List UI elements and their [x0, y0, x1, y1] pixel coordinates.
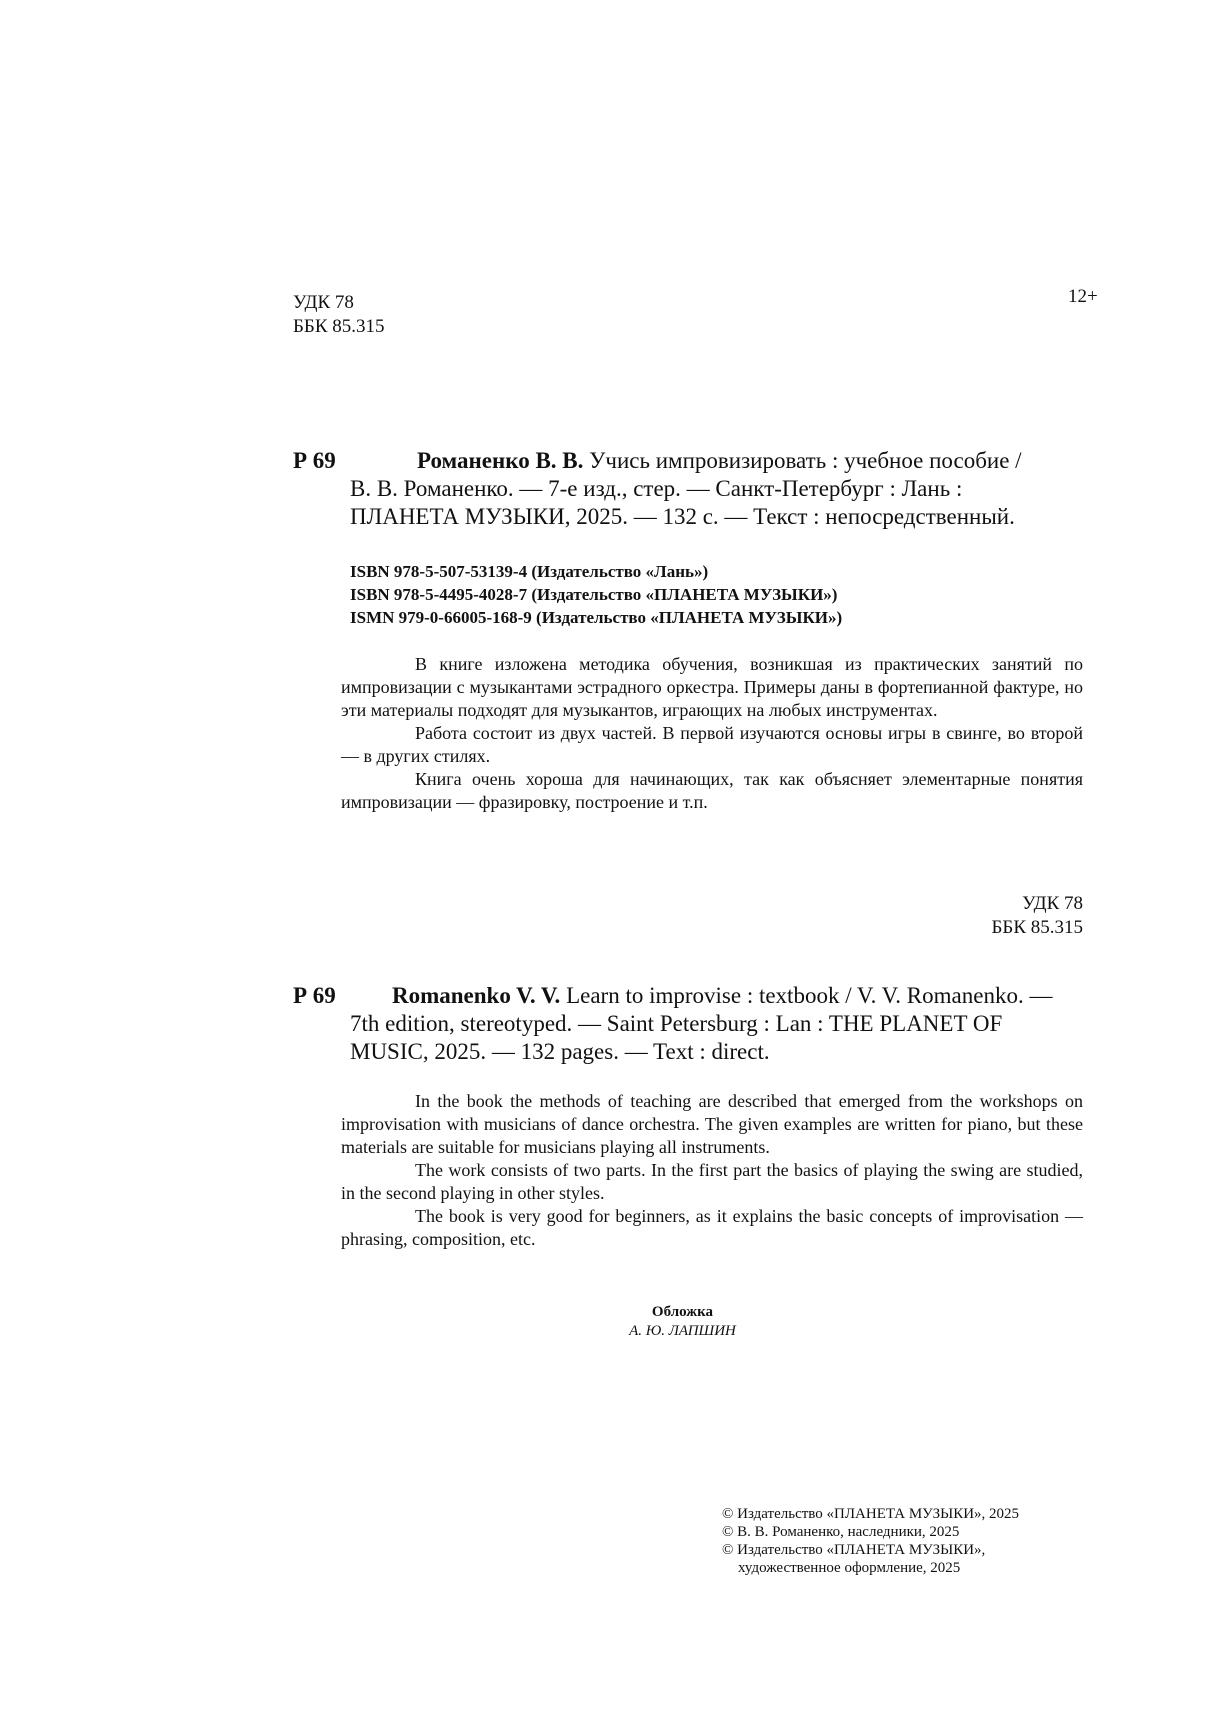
bbk-code-mid: ББК 85.315 — [991, 917, 1083, 938]
cover-label: Обложка — [651, 1304, 714, 1320]
abstract-ru-para-3: Книга очень хороша для начинающих, так как объясняет элементарные понятия импровизации — фразировку, построение и т.п. — [341, 769, 1083, 812]
bibliographic-entry-ru — [350, 447, 1083, 531]
abstract-ru-para-1: В книге изложена методика обучения, возникшая из практических занятий по импровизации с музыкантами эстрадного оркестра. Примеры даны в фортепианной фактуре, но эти материалы подходят для музыкантов, играющих на любых инструментах. — [341, 654, 1083, 720]
bib-line-2-en: 7th edition, stereotyped. — Saint Petersburg : Lan : THE PLANET OF — [350, 1011, 1003, 1036]
abstract-en — [341, 1090, 1083, 1251]
author-name-en: Romanenko V. V. — [392, 983, 561, 1008]
copyright-line-1: © Издательство «ПЛАНЕТА МУЗЫКИ», 2025 — [722, 1506, 1020, 1522]
isbn-lan: ISBN 978-5-507-53139-4 (Издательство «Лань») — [350, 562, 709, 581]
ismn-planet: ISMN 979-0-66005-168-9 (Издательство «ПЛАНЕТА МУЗЫКИ») — [350, 608, 843, 627]
bib-line-3-ru: ПЛАНЕТА МУЗЫКИ, 2025. — 132 с. — Текст : непосредственный. — [350, 504, 1015, 529]
abstract-ru — [341, 653, 1083, 814]
author-sign-ru: Р 69 — [293, 448, 336, 473]
title-ru: Учись импровизировать : учебное пособие / — [589, 448, 1022, 473]
copyright-block — [722, 1505, 1019, 1577]
copyright-line-3: © Издательство «ПЛАНЕТА МУЗЫКИ», — [722, 1542, 986, 1558]
copyright-line-4: художественное оформление, 2025 — [738, 1560, 961, 1576]
cover-credit — [560, 1303, 805, 1341]
cover-artist: А. Ю. ЛАПШИН — [629, 1323, 736, 1339]
abstract-en-para-2: The work consists of two parts. In the first part the basics of playing the swing are studied, in the second playing in other styles. — [341, 1160, 1083, 1203]
bibliographic-entry-en — [350, 982, 1083, 1066]
abstract-en-para-3: The book is very good for beginners, as it explains the basic concepts of improvisation — phrasing, composition, etc. — [341, 1206, 1083, 1249]
author-name-ru: Романенко В. В. — [417, 448, 584, 473]
bib-line-2-ru: В. В. Романенко. — 7-е изд., стер. — Санкт-Петербург : Лань : — [350, 476, 963, 501]
abstract-ru-para-2: Работа состоит из двух частей. В первой изучаются основы игры в свинге, во второй — в других стилях. — [341, 723, 1083, 766]
isbn-block — [350, 560, 842, 629]
copyright-line-2: © В. В. Романенко, наследники, 2025 — [722, 1524, 960, 1540]
age-rating: 12+ — [1068, 286, 1098, 307]
abstract-en-para-1: In the book the methods of teaching are described that emerged from the workshops on improvisation with musicians of dance orchestra. The given examples are written for piano, but these materials are suitable for musicians playing all instruments. — [341, 1091, 1083, 1157]
author-sign-en: Р 69 — [293, 983, 336, 1008]
udk-code-mid: УДК 78 — [1022, 893, 1083, 914]
bib-line-1-en — [350, 982, 1083, 1010]
isbn-planet: ISBN 978-5-4495-4028-7 (Издательство «ПЛАНЕТА МУЗЫКИ») — [350, 585, 838, 604]
title-en: Learn to improvise : textbook / V. V. Romanenko. — — [566, 983, 1053, 1008]
bbk-code: ББК 85.315 — [293, 316, 385, 337]
classification-block-top — [293, 291, 385, 339]
udk-code: УДК 78 — [293, 292, 354, 313]
bib-line-1-ru — [350, 447, 1083, 475]
bib-line-3-en: MUSIC, 2025. — 132 pages. — Text : direct. — [350, 1039, 770, 1064]
classification-block-mid — [900, 892, 1083, 940]
